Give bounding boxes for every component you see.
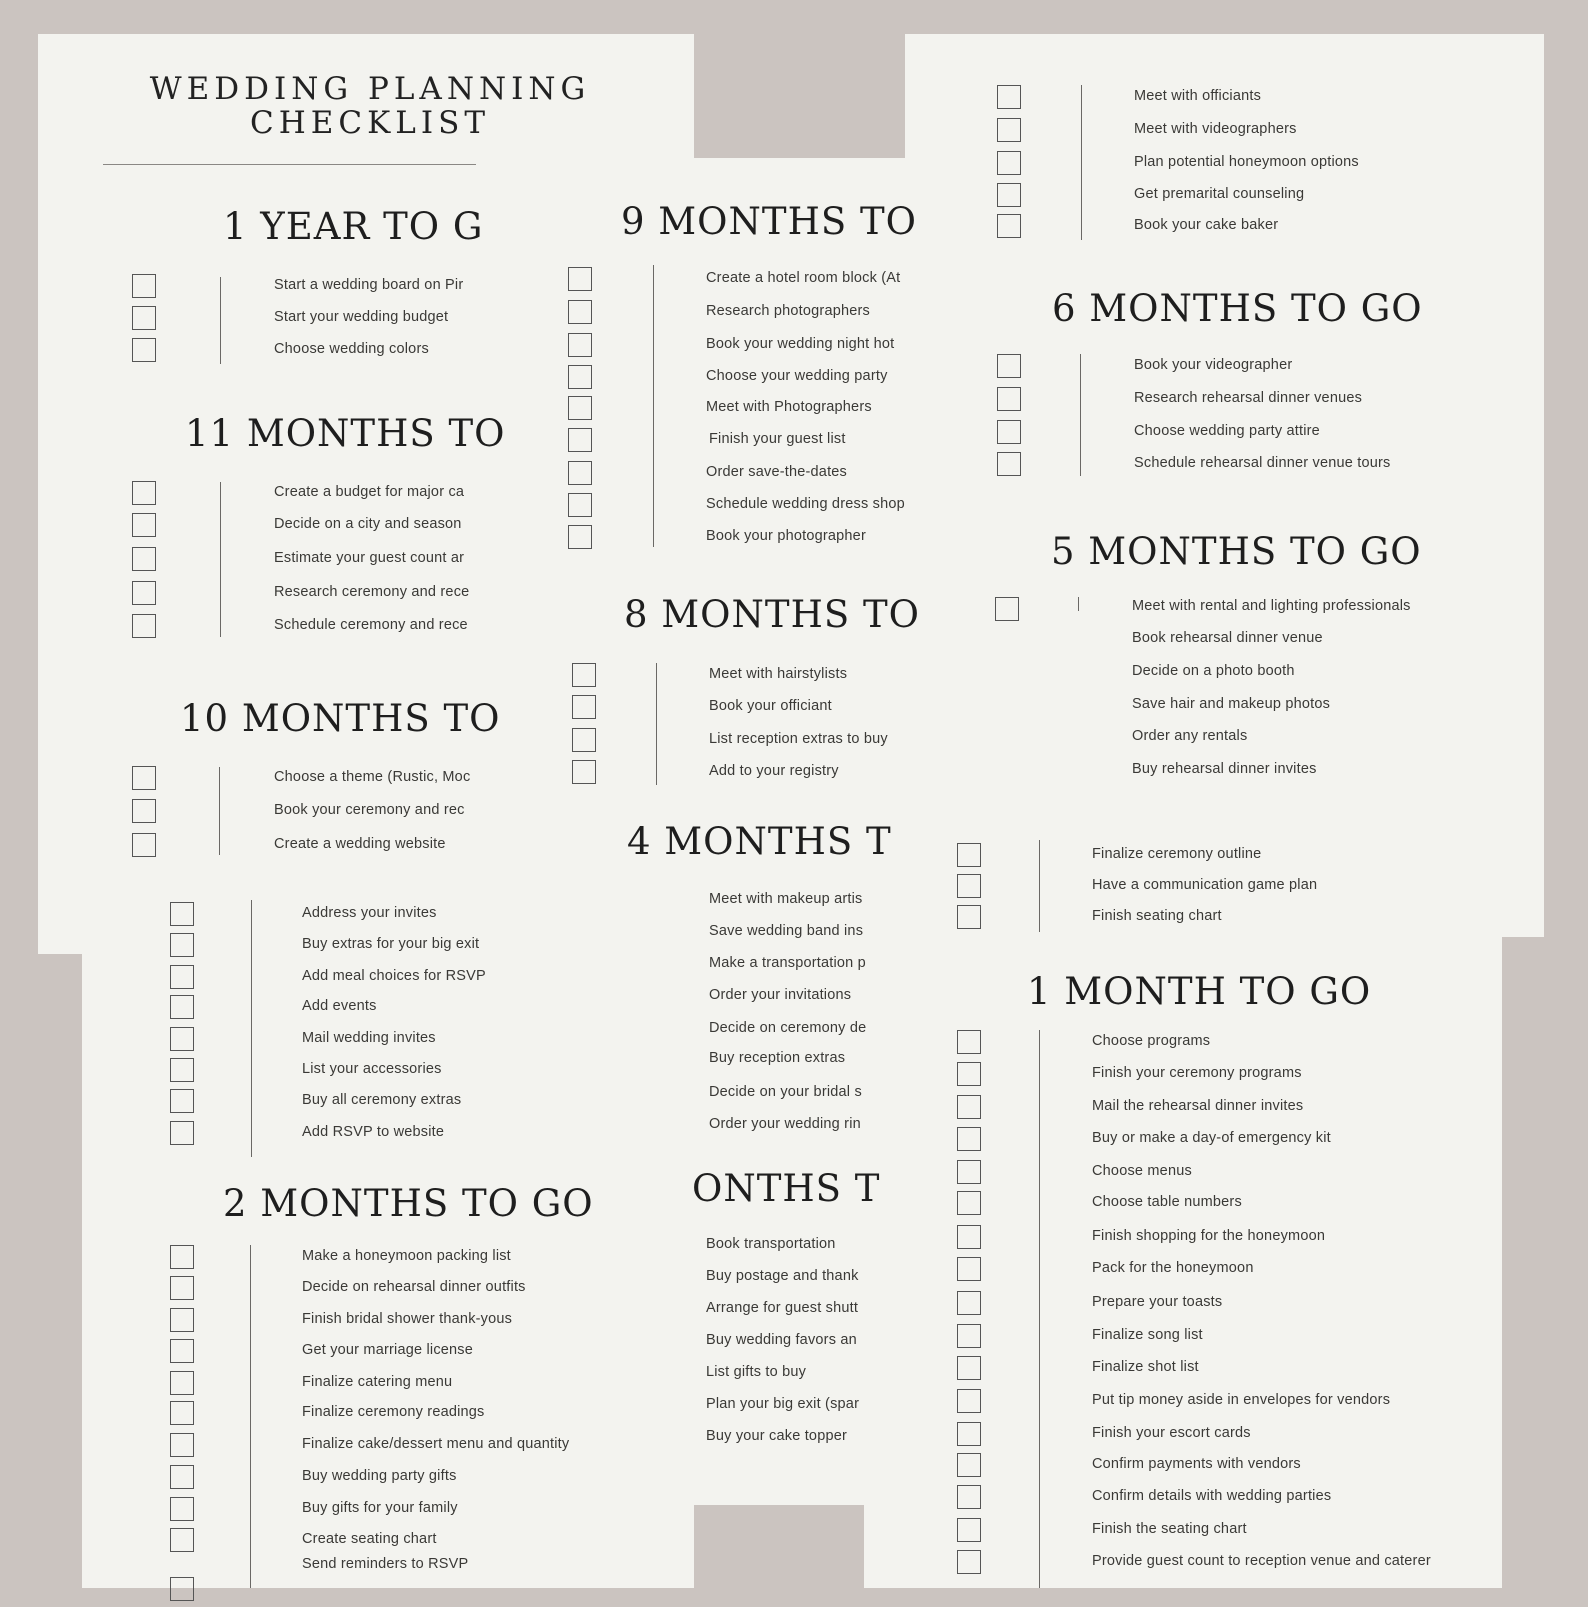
item-label: Create a wedding website xyxy=(274,836,446,852)
checkbox[interactable] xyxy=(170,902,194,926)
item-label: Book your videographer xyxy=(1134,357,1293,373)
checkbox[interactable] xyxy=(997,214,1021,238)
checkbox[interactable] xyxy=(957,1453,981,1477)
checkbox[interactable] xyxy=(170,1433,194,1457)
section-title: 2 MONTHS TO GO xyxy=(223,1182,594,1225)
section-title: 4 MONTHS T xyxy=(627,820,892,863)
item-label: List gifts to buy xyxy=(706,1364,807,1380)
checkbox[interactable] xyxy=(568,300,592,324)
checkbox[interactable] xyxy=(572,728,596,752)
item-label: Decide on a photo booth xyxy=(1132,663,1295,679)
checkbox[interactable] xyxy=(568,333,592,357)
item-label: List your accessories xyxy=(302,1061,442,1077)
section-title: ONTHS T xyxy=(692,1167,881,1210)
item-label: Choose wedding colors xyxy=(274,341,429,357)
item-label: Decide on a city and season xyxy=(274,516,462,532)
item-label: Start a wedding board on Pir xyxy=(274,277,464,293)
checkbox[interactable] xyxy=(957,1160,981,1184)
section-3-months xyxy=(165,900,495,1160)
item-label: Confirm details with wedding parties xyxy=(1092,1488,1332,1504)
item-label: Order your invitations xyxy=(709,987,852,1003)
item-label: Finalize cake/dessert menu and quantity xyxy=(302,1436,570,1452)
item-label: Finalize ceremony readings xyxy=(302,1404,485,1420)
item-label: Meet with videographers xyxy=(1134,121,1297,137)
checkbox[interactable] xyxy=(957,1422,981,1446)
item-label: Address your invites xyxy=(302,905,437,921)
section-5-months xyxy=(985,525,1505,795)
checkbox[interactable] xyxy=(957,1550,981,1574)
item-label: Choose your wedding party xyxy=(706,368,888,384)
checkbox[interactable] xyxy=(170,1371,194,1395)
item-label: Research ceremony and rece xyxy=(274,584,470,600)
item-label: Put tip money aside in envelopes for vendors xyxy=(1092,1392,1391,1408)
item-label: Buy postage and thank xyxy=(706,1268,859,1284)
item-label: Choose wedding party attire xyxy=(1134,423,1320,439)
item-label: Finish bridal shower thank-yous xyxy=(302,1311,513,1327)
checkbox[interactable] xyxy=(132,799,156,823)
item-label: Buy extras for your big exit xyxy=(302,936,480,952)
item-label: Add meal choices for RSVP xyxy=(302,968,486,984)
document-title xyxy=(130,72,610,140)
checkbox[interactable] xyxy=(568,267,592,291)
item-label: Finish the seating chart xyxy=(1092,1521,1247,1537)
item-label: Add events xyxy=(302,998,377,1014)
item-label: Order any rentals xyxy=(1132,728,1248,744)
title-divider xyxy=(103,164,476,165)
item-label: Provide guest count to reception venue and caterer xyxy=(1092,1553,1431,1569)
checkbox[interactable] xyxy=(957,1291,981,1315)
item-label: Meet with makeup artis xyxy=(709,891,863,907)
section-title: 10 MONTHS TO xyxy=(180,697,501,740)
clipped-checkbox xyxy=(993,597,1023,611)
item-label: Book your photographer xyxy=(706,528,866,544)
section-divider xyxy=(656,663,657,785)
checkbox[interactable] xyxy=(997,85,1021,109)
item-label: Decide on rehearsal dinner outfits xyxy=(302,1279,526,1295)
item-label: Finish your guest list xyxy=(709,431,846,447)
section-title: 1 MONTH TO GO xyxy=(1027,970,1372,1013)
title-line-2: CHECKLIST xyxy=(249,105,490,141)
checkbox[interactable] xyxy=(572,760,596,784)
section-8-months xyxy=(560,655,905,795)
item-label: Prepare your toasts xyxy=(1092,1294,1223,1310)
checkbox[interactable] xyxy=(957,1030,981,1054)
section-6-months xyxy=(985,282,1505,482)
section-title: 1 YEAR TO G xyxy=(223,205,484,248)
checkbox[interactable] xyxy=(132,581,156,605)
item-label: Save hair and makeup photos xyxy=(1132,696,1331,712)
checkbox[interactable] xyxy=(568,365,592,389)
item-label: Order save-the-dates xyxy=(706,464,848,480)
checkbox[interactable] xyxy=(170,1339,194,1363)
section-divider xyxy=(1081,85,1082,240)
section-9-months xyxy=(560,195,917,560)
checkbox[interactable] xyxy=(997,452,1021,476)
item-label: Buy wedding favors an xyxy=(706,1332,857,1348)
checkbox[interactable] xyxy=(997,118,1021,142)
item-label: Schedule ceremony and rece xyxy=(274,617,468,633)
checkbox[interactable] xyxy=(132,547,156,571)
section-divider xyxy=(1039,840,1040,932)
section-title: 6 MONTHS TO GO xyxy=(1052,287,1423,330)
section-2-months-top xyxy=(945,840,1505,935)
checkbox[interactable] xyxy=(957,843,981,867)
checkbox[interactable] xyxy=(568,493,592,517)
section-divider xyxy=(1078,597,1079,611)
checkbox[interactable] xyxy=(957,1389,981,1413)
section-7-months xyxy=(985,80,1505,245)
item-label: Arrange for guest shutt xyxy=(706,1300,859,1316)
item-label: Order your wedding rin xyxy=(709,1116,861,1132)
checkbox[interactable] xyxy=(170,1276,194,1300)
checkbox[interactable] xyxy=(957,1324,981,1348)
section-11-months xyxy=(120,407,506,647)
checkbox[interactable] xyxy=(957,1225,981,1249)
checkbox[interactable] xyxy=(957,1095,981,1119)
item-label: Finish your ceremony programs xyxy=(1092,1065,1302,1081)
checkbox[interactable] xyxy=(997,183,1021,207)
section-divider xyxy=(1080,354,1081,476)
section-divider xyxy=(653,265,654,547)
checkbox[interactable] xyxy=(568,428,592,452)
section-8-months-title xyxy=(560,593,920,636)
checkbox[interactable] xyxy=(170,1528,194,1552)
checkbox[interactable] xyxy=(170,933,194,957)
checkbox[interactable] xyxy=(957,1518,981,1542)
checkbox[interactable] xyxy=(957,1356,981,1380)
checkbox[interactable] xyxy=(568,461,592,485)
item-label: Finalize catering menu xyxy=(302,1374,453,1390)
item-label: Get your marriage license xyxy=(302,1342,474,1358)
item-label: Plan your big exit (spar xyxy=(706,1396,860,1412)
page-gap xyxy=(694,34,905,158)
item-label: Buy gifts for your family xyxy=(302,1500,458,1516)
item-label: Decide on your bridal s xyxy=(709,1084,862,1100)
item-label: Buy rehearsal dinner invites xyxy=(1132,761,1317,777)
checkbox[interactable] xyxy=(132,833,156,857)
item-label: Research photographers xyxy=(706,303,870,319)
item-label: Finalize shot list xyxy=(1092,1359,1199,1375)
section-1-year xyxy=(120,200,484,370)
checkbox[interactable] xyxy=(957,874,981,898)
checkbox[interactable] xyxy=(170,1577,194,1601)
item-label: Choose programs xyxy=(1092,1033,1211,1049)
item-label: List reception extras to buy xyxy=(709,731,888,747)
checkbox[interactable] xyxy=(132,766,156,790)
item-label: Meet with rental and lighting professionals xyxy=(1132,598,1411,614)
section-divider xyxy=(219,767,220,855)
item-label: Buy or make a day-of emergency kit xyxy=(1092,1130,1331,1146)
checkbox[interactable] xyxy=(957,1485,981,1509)
checkbox[interactable] xyxy=(170,1027,194,1051)
section-3-months-b xyxy=(692,1162,881,1462)
item-label: Decide on ceremony de xyxy=(709,1020,867,1036)
item-label: Choose menus xyxy=(1092,1163,1192,1179)
checkbox[interactable] xyxy=(995,597,1019,621)
checkbox[interactable] xyxy=(572,663,596,687)
section-4-months xyxy=(620,815,892,1135)
checkbox[interactable] xyxy=(132,513,156,537)
item-label: Choose a theme (Rustic, Moc xyxy=(274,769,471,785)
item-label: Finish seating chart xyxy=(1092,908,1222,924)
checkbox[interactable] xyxy=(957,1127,981,1151)
item-label: Add RSVP to website xyxy=(302,1124,445,1140)
page-gap-bottom xyxy=(694,1505,864,1588)
checkbox[interactable] xyxy=(997,354,1021,378)
item-label: Start your wedding budget xyxy=(274,309,449,325)
checkbox[interactable] xyxy=(132,274,156,298)
item-label: Send reminders to RSVP xyxy=(302,1556,469,1572)
checkbox[interactable] xyxy=(132,481,156,505)
checkbox[interactable] xyxy=(170,995,194,1019)
item-label: Schedule rehearsal dinner venue tours xyxy=(1134,455,1391,471)
checkbox[interactable] xyxy=(170,1058,194,1082)
section-1-month xyxy=(945,960,1502,1588)
item-label: Confirm payments with vendors xyxy=(1092,1456,1301,1472)
item-label: Mail the rehearsal dinner invites xyxy=(1092,1098,1304,1114)
checkbox[interactable] xyxy=(997,387,1021,411)
checkbox[interactable] xyxy=(132,338,156,362)
checkbox[interactable] xyxy=(568,525,592,549)
checkbox[interactable] xyxy=(170,1497,194,1521)
item-label: Plan potential honeymoon options xyxy=(1134,154,1359,170)
item-label: Book your cake baker xyxy=(1134,217,1279,233)
section-2-months xyxy=(165,1180,695,1588)
item-label: Meet with hairstylists xyxy=(709,666,848,682)
checkbox[interactable] xyxy=(957,1191,981,1215)
item-label: Book your ceremony and rec xyxy=(274,802,465,818)
section-divider xyxy=(250,1245,251,1588)
item-label: Mail wedding invites xyxy=(302,1030,436,1046)
checkbox[interactable] xyxy=(957,905,981,929)
item-label: Schedule wedding dress shop xyxy=(706,496,905,512)
item-label: Create a hotel room block (At xyxy=(706,270,901,286)
checkbox[interactable] xyxy=(170,1121,194,1145)
item-label: Make a honeymoon packing list xyxy=(302,1248,511,1264)
item-label: Pack for the honeymoon xyxy=(1092,1260,1254,1276)
checkbox[interactable] xyxy=(957,1257,981,1281)
item-label: Book rehearsal dinner venue xyxy=(1132,630,1323,646)
item-label: Buy all ceremony extras xyxy=(302,1092,462,1108)
checkbox[interactable] xyxy=(957,1062,981,1086)
checkbox[interactable] xyxy=(170,1465,194,1489)
item-label: Book your wedding night hot xyxy=(706,336,895,352)
checkbox[interactable] xyxy=(170,1089,194,1113)
item-label: Create seating chart xyxy=(302,1531,437,1547)
section-divider xyxy=(220,277,221,364)
item-label: Add to your registry xyxy=(709,763,839,779)
item-label: Buy your cake topper xyxy=(706,1428,848,1444)
checkbox[interactable] xyxy=(568,396,592,420)
section-title: 5 MONTHS TO GO xyxy=(1051,530,1422,573)
section-divider xyxy=(251,900,252,1157)
item-label: Buy reception extras xyxy=(709,1050,846,1066)
section-10-months xyxy=(120,692,501,864)
title-line-1: WEDDING PLANNING xyxy=(149,71,591,107)
section-title: 11 MONTHS TO xyxy=(185,412,506,455)
checkbox[interactable] xyxy=(997,151,1021,175)
item-label: Research rehearsal dinner venues xyxy=(1134,390,1363,406)
item-label: Estimate your guest count ar xyxy=(274,550,465,566)
checkbox[interactable] xyxy=(170,1245,194,1269)
checkbox[interactable] xyxy=(132,306,156,330)
item-label: Meet with officiants xyxy=(1134,88,1262,104)
section-divider xyxy=(220,482,221,637)
checkbox[interactable] xyxy=(170,1401,194,1425)
item-label: Get premarital counseling xyxy=(1134,186,1305,202)
checkbox[interactable] xyxy=(132,614,156,638)
item-label: Create a budget for major ca xyxy=(274,484,465,500)
section-title: 8 MONTHS TO xyxy=(624,593,920,636)
item-label: Book your officiant xyxy=(709,698,832,714)
checkbox[interactable] xyxy=(170,965,194,989)
item-label: Finish your escort cards xyxy=(1092,1425,1251,1441)
item-label: Meet with Photographers xyxy=(706,399,872,415)
item-label: Buy wedding party gifts xyxy=(302,1468,457,1484)
checkbox[interactable] xyxy=(572,695,596,719)
item-label: Have a communication game plan xyxy=(1092,877,1318,893)
checkbox[interactable] xyxy=(997,420,1021,444)
checkbox[interactable] xyxy=(170,1308,194,1332)
item-label: Save wedding band ins xyxy=(709,923,864,939)
item-label: Choose table numbers xyxy=(1092,1194,1242,1210)
item-label: Finalize song list xyxy=(1092,1327,1203,1343)
item-label: Book transportation xyxy=(706,1236,836,1252)
item-label: Finalize ceremony outline xyxy=(1092,846,1262,862)
section-title: 9 MONTHS TO xyxy=(621,200,917,243)
item-label: Make a transportation p xyxy=(709,955,866,971)
item-label: Finish shopping for the honeymoon xyxy=(1092,1228,1326,1244)
section-divider xyxy=(1039,1030,1040,1588)
